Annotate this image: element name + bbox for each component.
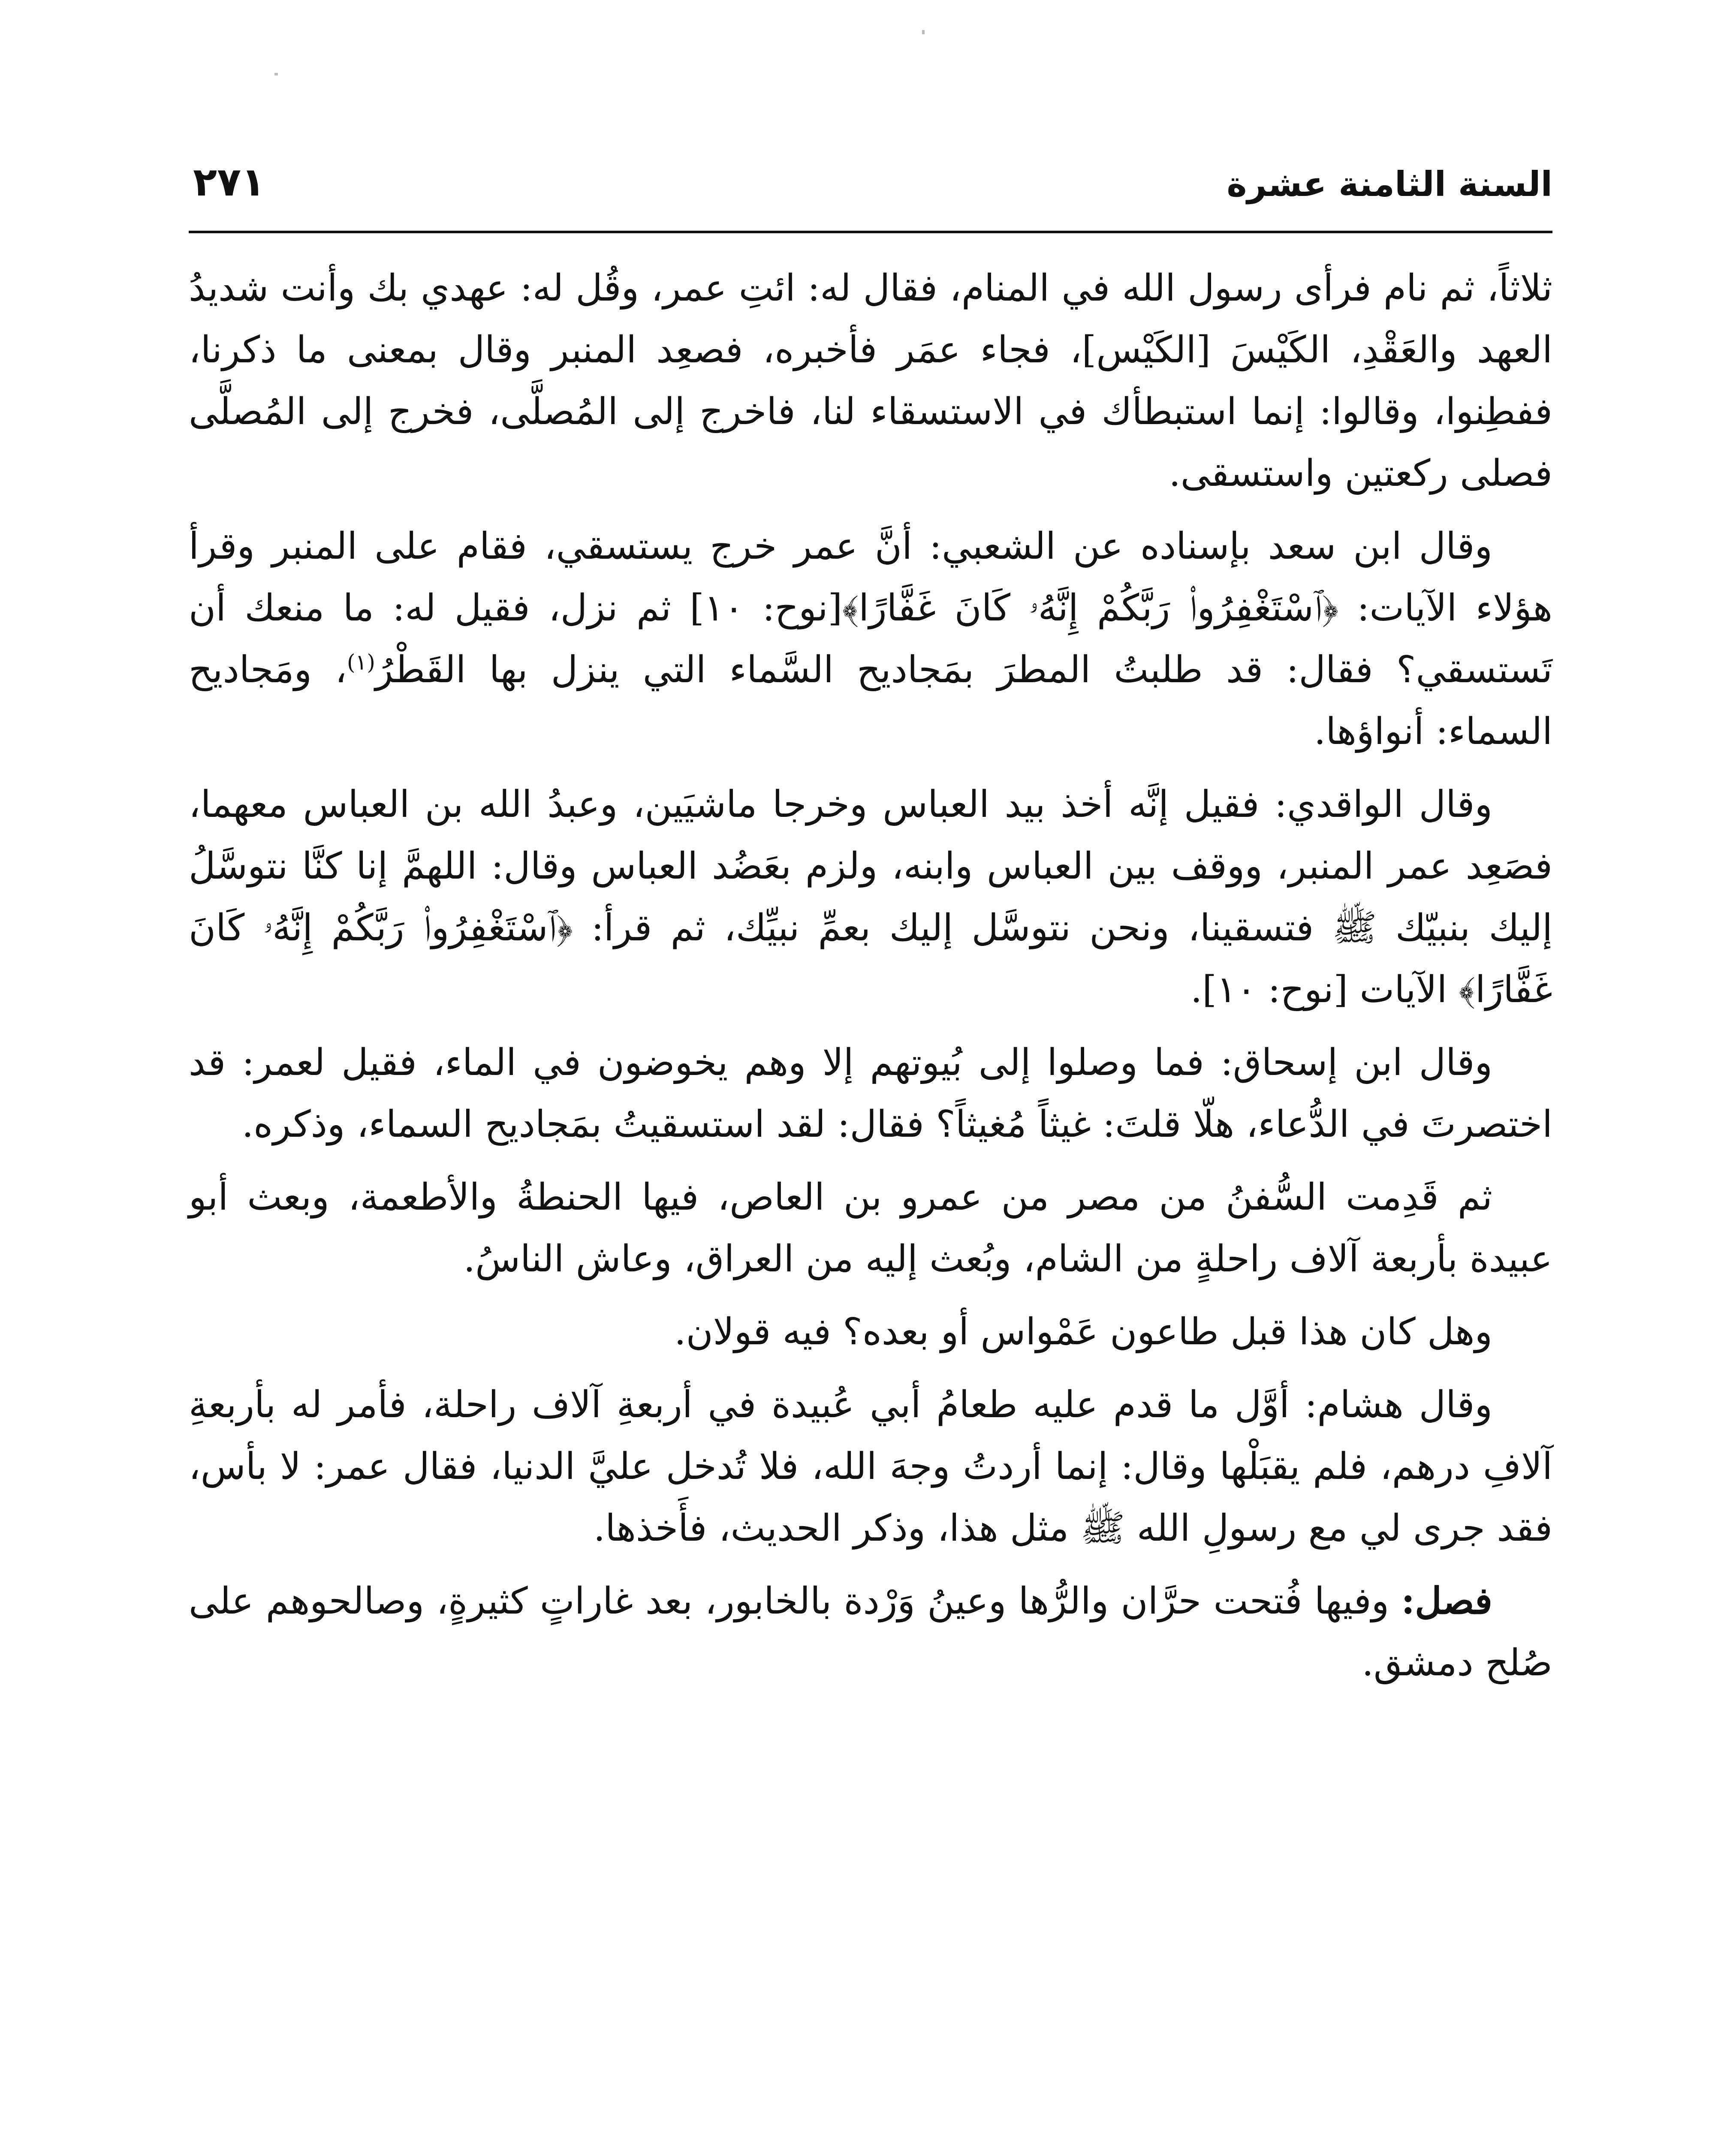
paragraph-4: وقال ابن إسحاق: فما وصلوا إلى بُيوتهم إلا وهم يخوضون في الماء، فقيل لعمر: قد اختصرتَ في الدُّعاء، هلّا قلتَ: غيثاً مُغيثاً؟ فقال: لقد استسقيتُ بمَجاديح السماء، وذكره. bbox=[189, 1041, 1552, 1146]
page-header bbox=[189, 142, 1552, 227]
paragraph-2-text: وقال ابن سعد بإسناده عن الشعبي: أنَّ عمر خرج يستسقي، فقام على المنبر وقرأ هؤلاء الآيات: ﴿ٱسْتَغْفِرُوا۟ رَبَّكُمْ إِنَّهُۥ كَانَ غَفَّارًا﴾[نوح: ١٠] ثم نزل، فقيل له: ما منعك أن تَستسقي؟ فقال: قد طلبتُ المطرَ بمَجاديح السَّماء التي ينزل بها القَطْرُ bbox=[189, 525, 1553, 691]
header-rule bbox=[189, 231, 1552, 233]
paragraph-8 bbox=[189, 1570, 1552, 1694]
scan-speck-left bbox=[274, 73, 278, 75]
paragraph-7: وقال هشام: أوَّل ما قدم عليه طعامُ أبي عُبيدة في أربعةِ آلاف راحلة، فأمر له بأربعةِ آلافِ درهم، فلم يقبَلْها وقال: إنما أردتُ وجهَ الله، فلا تُدخل عليَّ الدنيا، فقال عمر: لا بأس، فقد جرى لي مع رسولِ الله ﷺ مثل هذا، وذكر الحديث، فأَخذها. bbox=[189, 1383, 1552, 1550]
paragraph-3: وقال الواقدي: فقيل إنَّه أخذ بيد العباس وخرجا ماشيَين، وعبدُ الله بن العباس معهما، فصَعِد عمر المنبر، ووقف بين العباس وابنه، ولزم بعَضُد العباس وقال: اللهمَّ إنا كنَّا نتوسَّلُ إليك بنبيّك ﷺ فتسقينا، ونحن نتوسَّل إليك بعمِّ نبيِّك، ثم قرأ: ﴿ٱسْتَغْفِرُوا۟ رَبَّكُمْ إِنَّهُۥ كَانَ غَفَّارًا﴾ الآيات [نوح: ١٠]. bbox=[189, 783, 1552, 1011]
footnote-reference: (١) bbox=[347, 650, 375, 675]
page-number: ٢٧١ bbox=[193, 159, 265, 205]
paragraph-5: ثم قَدِمت السُّفنُ من مصر من عمرو بن العاص، فيها الحنطةُ والأطعمة، وبعث أبو عبيدة بأربعة آلاف راحلةٍ من الشام، وبُعث إليه من العراق، وعاش الناسُ. bbox=[189, 1176, 1552, 1280]
paragraph-2-text-end: ، ومَجاديح السماء: أنواؤها. bbox=[189, 648, 1552, 753]
running-title: السنة الثامنة عشرة bbox=[1227, 164, 1552, 204]
section-lead: فصل: bbox=[1401, 1579, 1492, 1623]
paragraph-8-text: وفيها فُتحت حرَّان والرُّها وعينُ وَرْدة بالخابور، بعد غاراتٍ كثيرةٍ، وصالحوهم على صُلح دمشق. bbox=[189, 1580, 1552, 1684]
paragraph-2 bbox=[189, 515, 1552, 762]
scan-speck-top bbox=[922, 30, 925, 34]
main-text bbox=[189, 257, 1552, 1705]
paragraph-1: ثلاثاً، ثم نام فرأى رسول الله في المنام، فقال له: ائتِ عمر، وقُل له: عهدي بك وأنت شديدُ العهد والعَقْدِ، الكَيْسَ [الكَيْس]، فجاء عمَر فأخبره، فصعِد المنبر وقال بمعنى ما ذكرنا، ففطِنوا، وقالوا: إنما استبطأك في الاستسقاء لنا، فاخرج إلى المُصلَّى، فخرج إلى المُصلَّى فصلى ركعتين واستسقى. bbox=[189, 267, 1552, 495]
paragraph-6: وهل كان هذا قبل طاعون عَمْواس أو بعده؟ فيه قولان. bbox=[674, 1310, 1492, 1353]
